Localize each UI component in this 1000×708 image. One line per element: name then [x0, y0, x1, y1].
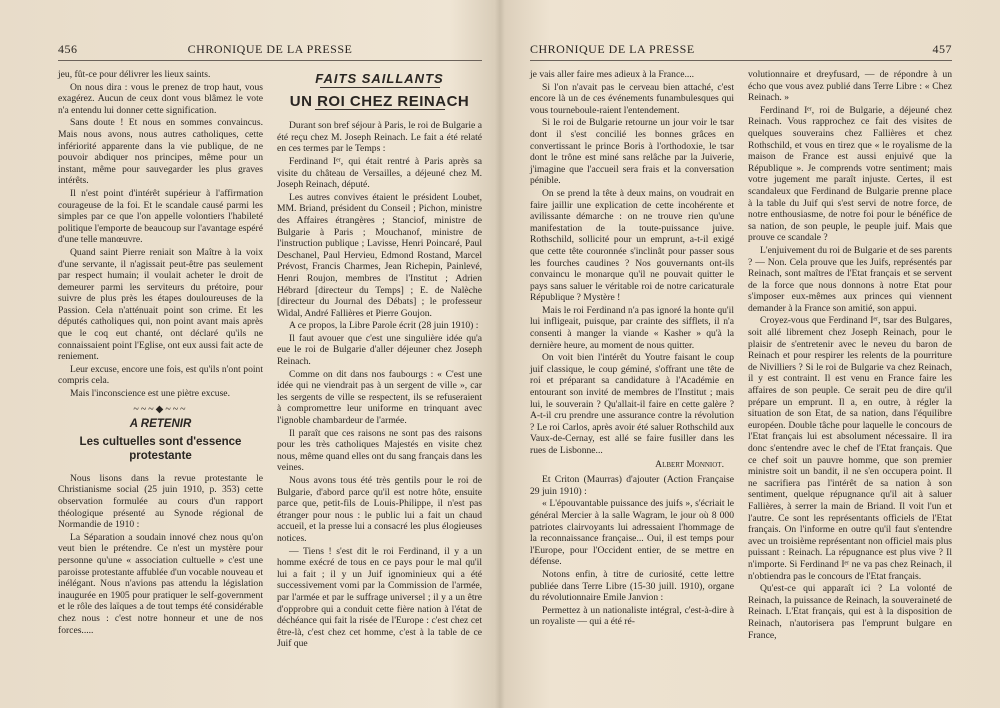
paragraph: Mais le roi Ferdinand n'a pas ignoré la honte qu'il lui infligeait, puisque, par crainte des sifflets, il n'a consenti à manger la viande « Kasher » qu'à la dernière heure, au moment de nous quitter.	[530, 304, 734, 351]
paragraph: Il faut avouer que c'est une singulière idée qu'a eue le roi de Bulgarie d'aller déjeuner chez Joseph Reinach.	[277, 332, 482, 368]
paragraph: Si l'on n'avait pas le cerveau bien attaché, c'est encore là un de ces événements funambulesques qui vous tourneboule-raient l'entendement.	[530, 81, 734, 116]
paragraph: Il paraît que ces raisons ne sont pas des raisons pour les très catholiques Majestés en visite chez nous, même quand elles ont du sang français dans les veines.	[277, 427, 482, 474]
left-col-2	[277, 69, 482, 651]
kicker-rule	[320, 87, 440, 88]
ornament-divider: ~~~◆~~~	[133, 403, 188, 415]
paragraph: Qu'est-ce qui apparaît ici ? La volonté de Reinach, la puissance de Reinach, la souveraineté de Reinach. L'Etat français, qui est à la disposition de Reinach, n'autorisera pas l'emprunt bulgare en France,	[748, 583, 952, 641]
paragraph: jeu, fût-ce pour délivrer les lieux saints.	[58, 69, 211, 80]
paragraph: Quand saint Pierre reniait son Maître à la voix d'une servante, il n'agissait peut-être pas seulement par respect humain; il voulait acheter le droit de demeurer parmi les serviteurs du prétoire, pour suivre de plus près les étapes douloureuses de la Passion. Cela n'atténuait point son crime. Et les députés catholiques qui, non point avant mais après que le coq eut chanté, ont déclaré qu'ils ne connaissaient point l'Eglise, ont eux aussi fait acte de reniement.	[58, 246, 263, 363]
paragraph: On se prend la tête à deux mains, on voudrait en faire jaillir une explication de cette incohérente et avilissante démarche : on ne trouve rien qu'une manifestation de la toute-puissance juive. Rothschild, sollicité pour un emprunt, a-t-il exigé que cette tête couronnée s'inclinât pour passer sous les fourches caudines ? Nos gouvernants ont-ils convaincu le monarque qu'il ne pouvait quitter le pays sans saluer le véritable roi de notre caricaturale République ? Mystère !	[530, 187, 734, 304]
paragraph: — Tiens ! s'est dit le roi Ferdinand, il y a un homme exécré de tous en ce pays pour le mal qu'il lui a fait ; il y un Juif ignominieux qui a été successivement vomi par la Commission de l'armée, par l'armée et par le suffrage universel ; il y a un être d'opprobre qui a conduit cette fière nation à l'état de déchéance qui fait la risée de l'Europe : c'est chez cet être-là, c'est chez cet homme, c'est à la table de ce Juif que	[277, 545, 482, 650]
right-page-number: 457	[932, 42, 952, 56]
section-kicker: A RETENIR	[129, 418, 192, 431]
article-headline: UN ROI CHEZ REINACH	[289, 92, 470, 110]
paragraph: volutionnaire et dreyfusard, — de répondre à un écho que vous avez publié dans Terre Libre : « Chez Reinach. »	[748, 69, 952, 104]
paragraph: La Séparation a soudain innové chez nous qu'on veut bien le prétendre. Ce n'est un mystère pour personne qu'une « association cultuelle » c'est une paroisse protestante affublée d'un vocable nouveau et inélégant. Nous n'avions pas attendu la législation inaugurée en 1905 pour pratiquer le self-government et le rôle des laïques a de tout temps été considérable chez nous : c'est notre honneur et une de nos forces.....	[58, 531, 263, 636]
paragraph: Et Criton (Maurras) d'ajouter (Action Française 29 juin 1910) :	[530, 474, 734, 497]
paragraph: On voit bien l'intérêt du Youtre faisant le coup juif classique, le coup géminé, s'offrant une tête de roi et préparant sa candidature à l'Académie en entourant son invité de membres de l'Institut ; mais lui, le souverain ? Qu'allait-il faire en cette galère ? A-t-il cru prendre une assurance contre la révolution ? Le roi Carlos, après avoir été saluer Rothschild aux Vaux-de-Cernay, est allé se faire fusiller dans les rues de Lisbonne...	[530, 352, 734, 456]
section-title: Les cultuelles sont d'essence protestante	[79, 435, 242, 462]
signature: Albert Monniot.	[655, 458, 724, 470]
paragraph: Il n'est point d'intérêt supérieur à l'affirmation courageuse de la foi. Et le scandale causé parmi les simples par ce que l'on appelle volontiers l'habileté politique l'emporte de beaucoup sur l'avantage espéré d'une telle manœuvre.	[58, 187, 263, 246]
paragraph: A ce propos, la Libre Parole écrit (28 juin 1910) :	[289, 320, 479, 332]
right-col-1	[530, 69, 734, 642]
paragraph: Croyez-vous que Ferdinand Iᵉʳ, tsar des Bulgares, soit allé librement chez Joseph Reinach, pour le plaisir de s'entretenir avec le neveu du baron de Reinach et pour respirer les relents de la pourriture de Nivilliers ? Si le roi de Bulgarie va chez Reinach, il y est contraint. Il est venu en France faire les affaires de son peuple. Ce serait peu de dire qu'il prépare un emprunt. Il a, en outre, à régler la situation de son Etat, de sa nation, dans l'équilibre européen. Double tâche pour laquelle le concours de l'Etat français lui est absolument nécessaire. Il ira donc s'entendre avec le chef de l'Etat français. Que ce chef soit un pauvre homme, que son premier ministre soit un bandit, il ne s'en occupera point. Il ne sacrifiera pas l'intérêt de sa nation à son sentiment, quelque répugnance qu'il ait à saluer Fallières, à serrer la main de Briand. Il voit l'un et l'autre. Ce sont les représentants officiels de l'Etat français. On l'informe en outre qu'il faut s'entendre avec un troisième représentant non officiel mais plus puissant : Reinach. La répugnance est plus vive ? Il n'importe. Si Ferdinand Iᵉʳ ne va pas chez Reinach, il n'obtiendra pas le concours de l'Etat français.	[748, 315, 952, 582]
paragraph: Notons enfin, à titre de curiosité, cette lettre publiée dans Terre Libre (15-30 juill. 1910), organe du révolutionnaire Emile Janvion :	[530, 568, 734, 604]
left-columns	[58, 69, 482, 651]
paragraph: Nous lisons dans la revue protestante le Christianisme social (25 juin 1910, p. 353) cette observation formulée au cours d'un rapport théologique présenté au Synode régional de Normandie de 1910 :	[58, 472, 263, 531]
paragraph: Mais l'inconscience est une piètre excuse.	[70, 388, 230, 400]
paragraph: Ferdinand Iᵉʳ, roi de Bulgarie, a déjeuné chez Reinach. Vous rapprochez ce fait des visites de quelques souverains chez Fallières et chez Rothschild, et vous en tirez que « le royalisme de la maison de France est aussi enjuivé que la République ». Je comprends votre sentiment; mais votre jugement me paraît injuste. Certes, il est scandaleux que Ferdinand de Bulgarie prenne place à la table du Juif qui s'est servi de notre force, de notre enthousiasme, de notre foi pour le bénéfice de sa nation, de son peuple, le peuple juif. Mais que prouve ce scandale ?	[748, 104, 952, 244]
paragraph: je vais aller faire mes adieux à la France....	[530, 69, 695, 80]
left-col-1	[58, 69, 263, 651]
faits-saillants-kicker: FAITS SAILLANTS	[315, 71, 444, 86]
paragraph: Durant son bref séjour à Paris, le roi de Bulgarie a été reçu chez M. Joseph Reinach. Le fait a été relaté en ces termes par le Temps :	[277, 120, 482, 155]
paragraph: Sans doute ! Et nous en sommes convaincus. Mais nous avons, nous autres catholiques, cette infériorité apparente dans la vie publique, de ne pouvoir abdiquer nos principes, même pour un instant, même pour sauvegarder les plus graves intérêts.	[58, 117, 263, 187]
paragraph: Ferdinand Iᵉʳ, qui était rentré à Paris après sa visite du château de Versailles, a déjeuné chez M. Joseph Reinach, député.	[277, 155, 482, 191]
right-running-head	[530, 40, 952, 61]
left-running-title: CHRONIQUE DE LA PRESSE	[187, 42, 353, 56]
right-page	[500, 0, 1000, 708]
paragraph: Nous avons tous été très gentils pour le roi de Bulgarie, d'abord parce qu'il est notre hôte, ensuite parce que, petit-fils de Louis-Philippe, il n'est pas étranger pour nous : le public lui a fait un chaud accueil, et la presse lui a consacré les plus élogieuses notices.	[277, 475, 482, 544]
right-running-title: CHRONIQUE DE LA PRESSE	[530, 42, 695, 56]
right-columns	[530, 69, 952, 642]
paragraph: Comme on dit dans nos faubourgs : « C'est une idée qui ne viendrait pas à un sergent de ville », car les sergents de ville se respectent, ils se refuseraient à compromettre leur uniforme en trinquant avec l'ignoble chambardeur de l'armée.	[277, 368, 482, 427]
paragraph: Permettez à un nationaliste intégral, c'est-à-dire à un royaliste — qui a été ré-	[530, 604, 734, 628]
paragraph: L'enjuivement du roi de Bulgarie et de ses parents ? — Non. Cela prouve que les Juifs, représentés par Reinach, sont maîtres de l'Etat français et se servent de la force que nous donnons à notre Etat pour s'imposer eux-mêmes aux princes qui viennent demander à la France son amitié, son appui.	[748, 244, 952, 314]
paragraph: Les autres convives étaient le président Loubet, MM. Briand, président du Conseil ; Pichon, ministre des Affaires étrangères ; Stanciof, ministre de Bulgarie à Paris ; Mouchanof, ministre de l'instruction publique ; Lavisse, Henri Poincaré, Paul Deschanel, Paul Hervieu, Edmond Rostand, Marcel Prévost, Francis Charmes, Jean Richepin, Painlevé, Henri Roujon, membres de l'Institut ; Adrien Hébrard [directeur du Temps] ; E. de Nalèche [directeur du Journal des Débats] ; le professeur Widal, André Fallières et Pierre Goujon.	[277, 191, 482, 319]
left-running-head	[58, 40, 482, 61]
paragraph: Leur excuse, encore une fois, est qu'ils n'ont point compris cela.	[58, 363, 263, 387]
paragraph: Si le roi de Bulgarie retourne un jour voir le tsar dont il s'est concilié les bonnes grâces en convertissant le prince Boris à l'orthodoxie, le tsar dont le trône est miné sans relâche par la Juiverie, j'imagine que l'accueil sera frais et la conversation pénible.	[530, 117, 734, 187]
right-col-2	[748, 69, 952, 642]
paragraph: On nous dira : vous le prenez de trop haut, vous exagérez. Aucun de ceux dont vous blâmez le vote n'a entendu lui donner cette signification.	[58, 81, 263, 116]
paragraph: « L'épouvantable puissance des juifs », s'écriait le général Mercier à la salle Wagram, le jour où 8 000 patriotes clairvoyants lui adressaient l'hommage de la reconnaissance française... Oui, il est temps pour l'Europe, pour l'Occident entier, de se mettre en défense.	[530, 498, 734, 568]
left-page-number: 456	[58, 42, 78, 56]
